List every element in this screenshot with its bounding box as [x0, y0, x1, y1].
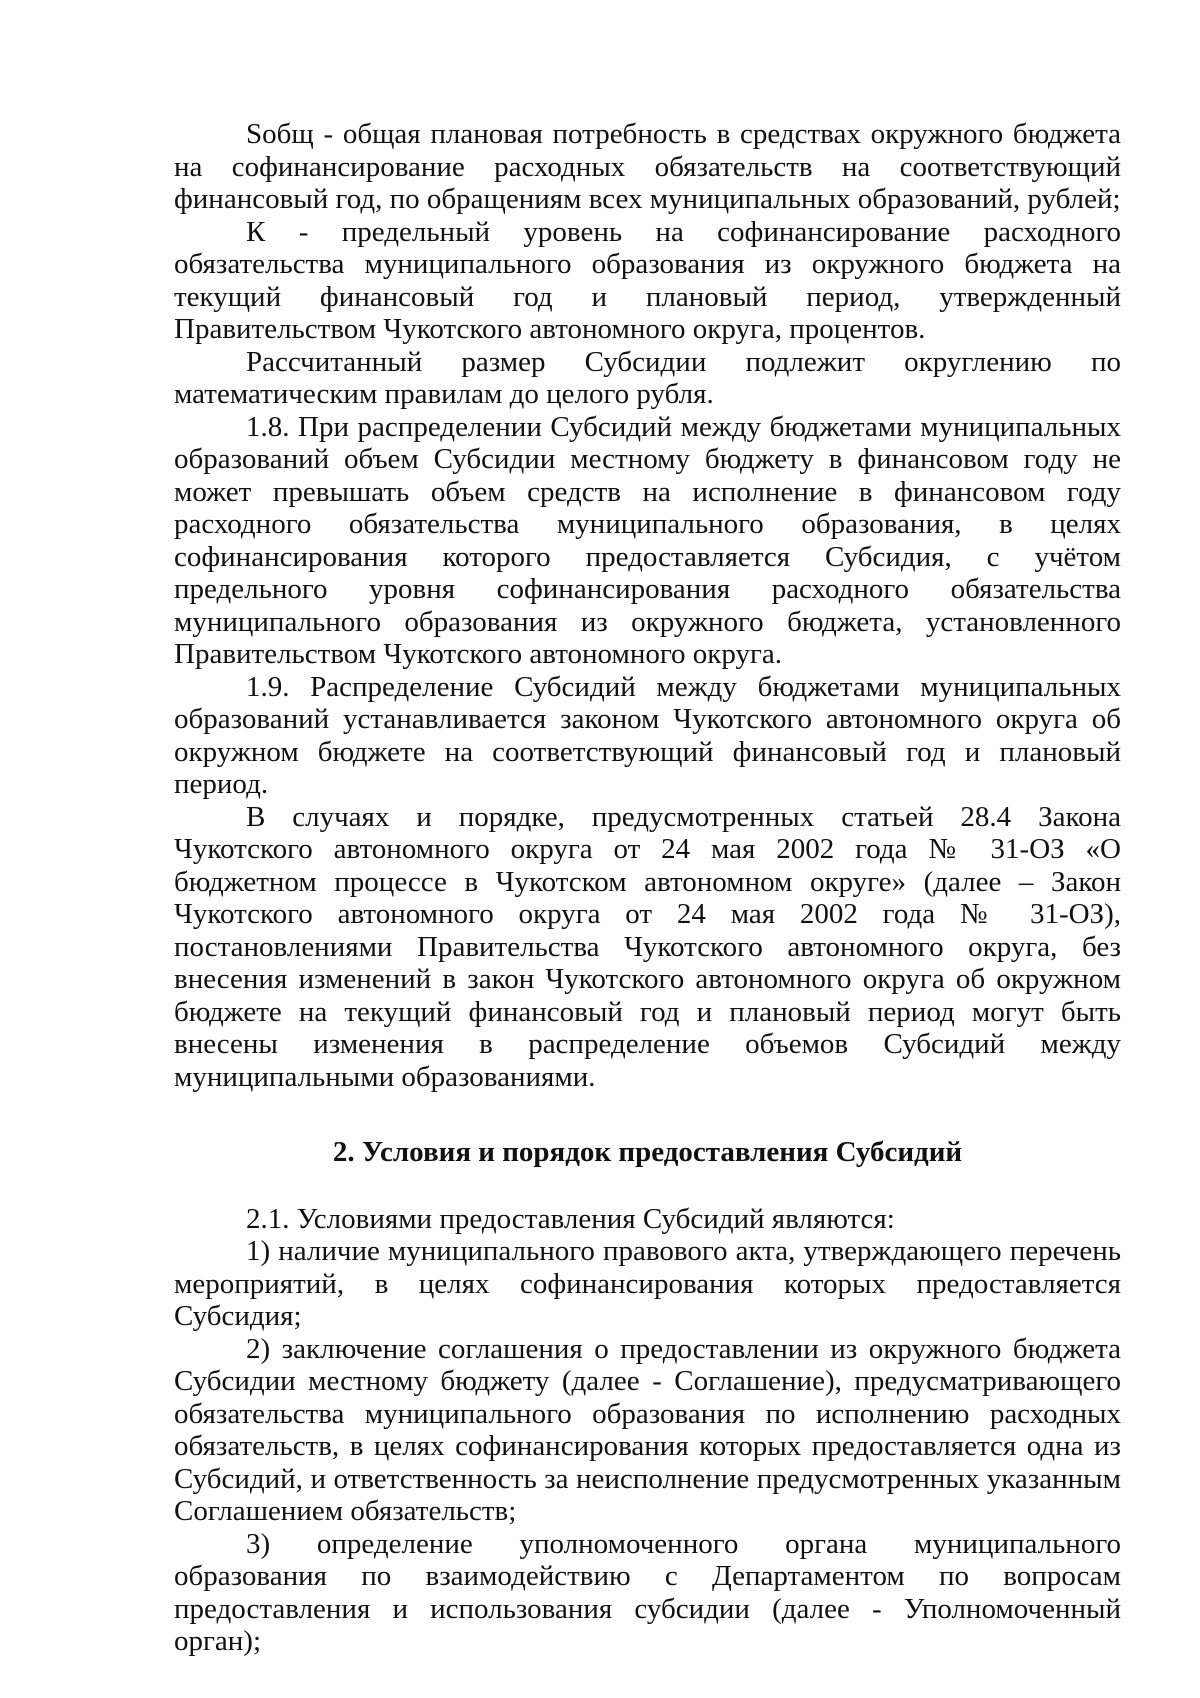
paragraph-condition-3: 3) определение уполномоченного органа муниципального образования по взаимодействию с Департаментом по вопросам предоставления и использования субсидии (далее - Уполномоченный орган); — [174, 1527, 1121, 1657]
document-page — [174, 118, 1121, 1658]
section-2-heading: 2. Условия и порядок предоставления Субсидий — [332, 1136, 963, 1168]
paragraph-k-definition: К - предельный уровень на софинансирование расходного обязательства муниципального образования из окружного бюджета на текущий финансовый год и плановый период, утвержденный Правительством Чукотского автономного округа, процентов. — [174, 215, 1121, 345]
paragraph-1-9: 1.9. Распределение Субсидий между бюджетами муниципальных образований устанавливается законом Чукотского автономного округа об окружном бюджете на соответствующий финансовый год и плановый период. — [174, 670, 1121, 800]
paragraph-rounding-rule: Рассчитанный размер Субсидии подлежит округлению по математическим правилам до целого рубля. — [174, 345, 1121, 410]
paragraph-s-total-definition: Sобщ - общая плановая потребность в средствах окружного бюджета на софинансирование расходных обязательств на соответствующий финансовый год, по обращениям всех муниципальных образований, рублей; — [174, 118, 1121, 215]
paragraph-2-1: 2.1. Условиями предоставления Субсидий являются: — [246, 1202, 895, 1235]
paragraph-distribution-changes: В случаях и порядке, предусмотренных статьей 28.4 Закона Чукотского автономного округа от 24 мая 2002 года № 31-ОЗ «О бюджетном процессе в Чукотском автономном округе» (далее – Закон Чукотского автономного округа от 24 мая 2002 года № 31-ОЗ), постановлениями Правительства Чукотского автономного округа, без внесения изменений в закон Чукотского автономного округа об окружном бюджете на текущий финансовый год и плановый период могут быть внесены изменения в распределение объемов Субсидий между муниципальными образованиями. — [174, 800, 1121, 1093]
paragraph-1-8: 1.8. При распределении Субсидий между бюджетами муниципальных образований объем Субсидии местному бюджету в финансовом году не может превышать объем средств на исполнение в финансовом году расходного обязательства муниципального образования, в целях софинансирования которого предоставляется Субсидия, с учётом предельного уровня софинансирования расходного обязательства муниципального образования из окружного бюджета, установленного Правительством Чукотского автономного округа. — [174, 410, 1121, 670]
paragraph-condition-1: 1) наличие муниципального правового акта, утверждающего перечень мероприятий, в целях софинансирования которых предоставляется Субсидия; — [174, 1235, 1121, 1332]
paragraph-condition-2: 2) заключение соглашения о предоставлении из окружного бюджета Субсидии местному бюджету (далее - Соглашение), предусматривающего обязательства муниципального образования по исполнению расходных обязательств, в целях софинансирования которых предоставляется одна из Субсидий, и ответственность за неисполнение предусмотренных указанным Соглашением обязательств; — [174, 1332, 1121, 1527]
